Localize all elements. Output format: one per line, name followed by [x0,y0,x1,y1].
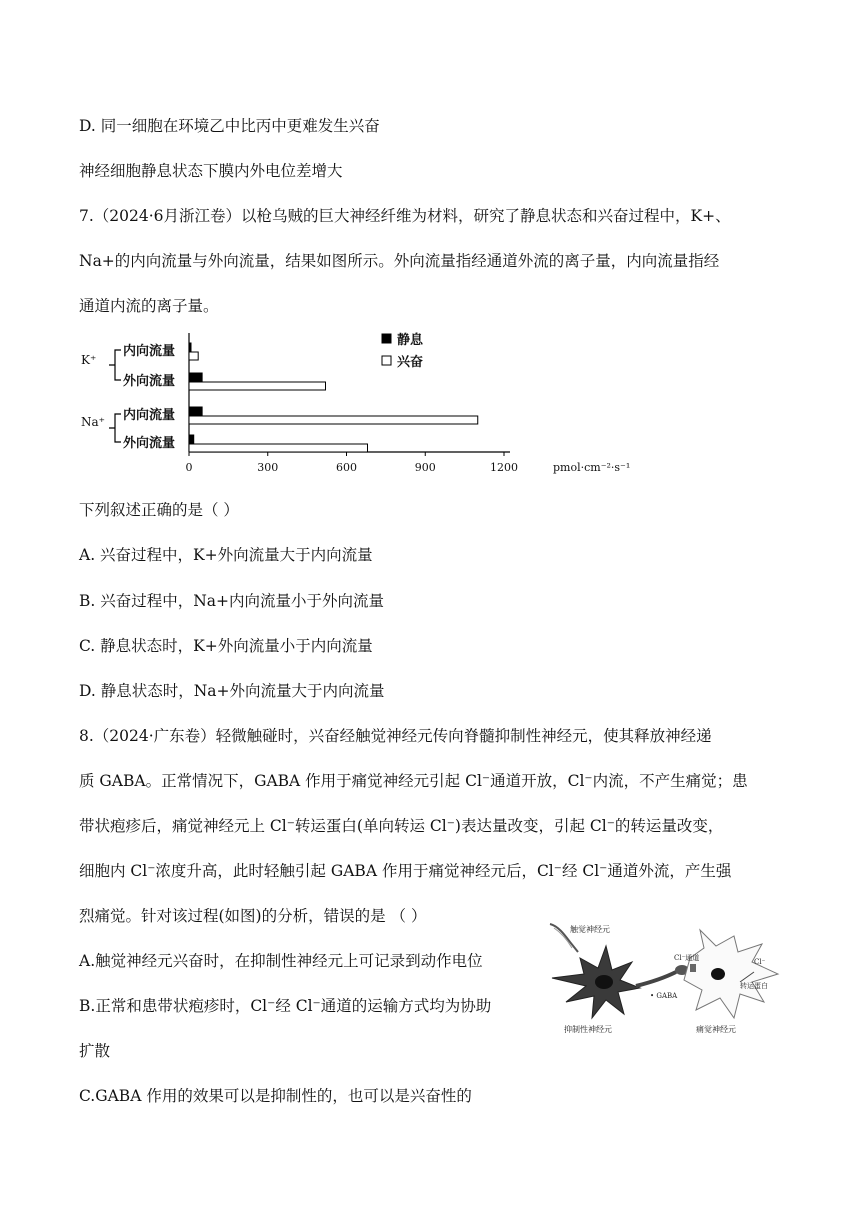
q7-stem-3: 通道内流的离子量。 [79,297,219,315]
q8-option-b[interactable]: B.正常和患带状疱疹时，Cl⁻经 Cl⁻通道的运输方式均为协助 [79,997,492,1015]
category-label: 内向流量 [123,344,176,359]
q7-option-a[interactable]: A. 兴奋过程中，K+外向流量大于内向流量 [79,546,373,564]
q8-option-a[interactable]: A.触觉神经元兴奋时，在抑制性神经元上可记录到动作电位 [79,952,483,970]
label-gaba: • GABA [650,992,678,1000]
cl-channel-icon [690,964,696,972]
x-tick-label: 0 [185,461,193,474]
x-tick-label: 1200 [490,461,518,474]
group-label-k: K⁺ [81,353,97,367]
q8-option-c[interactable]: C.GABA 作用的效果可以是抑制性的，也可以是兴奋性的 [79,1087,472,1105]
legend-label: 兴奋 [397,355,424,370]
group-label-na: Na⁺ [81,415,105,429]
q8-option-b-cont: 扩散 [79,1042,111,1060]
bar-excited [189,382,326,390]
option-d-prev: D. 同一细胞在环境乙中比丙中更难发生兴奋 [79,117,380,135]
label-cl-channel: Cl⁻通道 [674,954,700,962]
q8-stem-4: 细胞内 Cl⁻浓度升高，此时轻触引起 GABA 作用于痛觉神经元后，Cl⁻经 Cl⁻通道外流，产生强 [79,862,732,880]
text-line: 神经细胞静息状态下膜内外电位差增大 [79,162,343,180]
q8-stem-5: 烈痛觉。针对该过程(如图)的分析，错误的是 （ ） [79,907,427,925]
category-label: 外向流量 [123,436,176,451]
label-touch: 触觉神经元 [570,925,610,934]
neuron-diagram [540,918,790,1038]
bar-rest [189,407,202,415]
pain-nucleus [711,968,725,980]
bar-excited [189,352,198,360]
inhibitory-axon [636,972,676,986]
legend-label: 静息 [397,333,424,348]
x-unit-label: pmol·cm⁻²·s⁻¹ [553,461,631,474]
inhibitory-nucleus [595,975,613,989]
q8-stem-2: 质 GABA。正常情况下，GABA 作用于痛觉神经元引起 Cl⁻通道开放，Cl⁻内流，不产生痛觉；患 [79,772,748,790]
q7-option-b[interactable]: B. 兴奋过程中，Na+内向流量小于外向流量 [79,592,385,610]
group-bracket [109,350,121,380]
q7-option-d[interactable]: D. 静息状态时，Na+外向流量大于内向流量 [79,682,385,700]
q7-question: 下列叙述正确的是（ ） [79,501,239,519]
category-label: 外向流量 [123,374,176,389]
q8-stem-1: 8.（2024·广东卷）轻微触碰时，兴奋经触觉神经元传向脊髓抑制性神经元，使其释放神经递 [79,727,712,745]
category-label: 内向流量 [123,408,176,423]
bar-rest [189,435,194,443]
q7-stem-2: Na+的内向流量与外向流量，结果如图所示。外向流量指经通道外流的离子量，内向流量指经 [79,252,720,270]
label-cl-ion: Cl⁻ [754,958,766,966]
bar-excited [189,444,368,452]
legend-swatch [382,334,391,343]
bar-rest [189,343,191,351]
pain-neuron [684,930,778,1018]
ion-flux-chart [79,328,679,480]
q7-option-c[interactable]: C. 静息状态时，K+外向流量小于内向流量 [79,637,373,655]
label-inhibitory: 抑制性神经元 [564,1025,612,1034]
bar-rest [189,373,202,381]
legend-swatch [382,356,391,365]
x-tick-label: 600 [336,461,357,474]
group-bracket [109,414,121,442]
label-pain: 痛觉神经元 [696,1025,736,1034]
bar-excited [189,416,478,424]
label-transporter: 转运蛋白 [740,982,768,990]
q7-stem-1: 7.（2024·6月浙江卷）以枪乌贼的巨大神经纤维为材料，研究了静息状态和兴奋过程中，K+、 [79,207,731,225]
x-tick-label: 900 [414,461,436,474]
q8-stem-3: 带状疱疹后，痛觉神经元上 Cl⁻转运蛋白(单向转运 Cl⁻)表达量改变，引起 Cl⁻的转运量改变， [79,817,724,835]
x-tick-label: 300 [257,461,279,474]
